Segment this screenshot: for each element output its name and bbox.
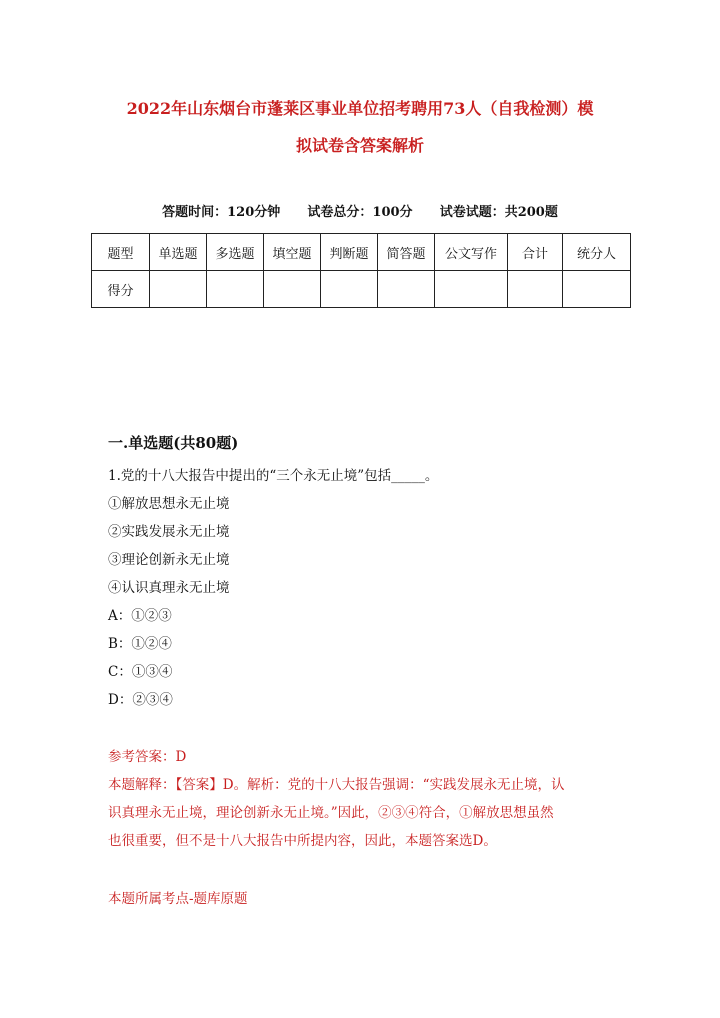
document-title-line-2: 拟试卷含答案解析 (295, 136, 424, 155)
score-table-header: 合计 (508, 234, 563, 271)
section-heading: 一.单选题(共80题) (108, 434, 239, 452)
score-cell (435, 271, 508, 308)
exam-meta (0, 201, 720, 220)
answer-option-d: D：②③④ (108, 692, 173, 708)
question-item: ①解放思想永无止境 (108, 496, 230, 512)
question-stem: 1.党的十八大报告中提出的“三个永无止境”包括_____。 (108, 468, 439, 484)
score-cell (264, 271, 321, 308)
score-table-header: 简答题 (378, 234, 435, 271)
score-cell (378, 271, 435, 308)
score-table-score-row (92, 271, 631, 308)
score-cell (150, 271, 207, 308)
score-table-header: 统分人 (563, 234, 631, 271)
score-table-header: 题型 (92, 234, 150, 271)
question-item: ②实践发展永无止境 (108, 524, 230, 540)
exam-question-count: 试卷试题：共200题 (439, 205, 558, 220)
score-cell (207, 271, 264, 308)
score-cell (321, 271, 378, 308)
score-row-label: 得分 (92, 271, 150, 308)
score-table (91, 233, 631, 308)
answer-option-c: C：①③④ (108, 664, 173, 680)
score-table-header: 填空题 (264, 234, 321, 271)
answer-option-a: A：①②③ (108, 608, 172, 624)
answer-option-b: B：①②④ (108, 636, 172, 652)
score-table-header: 公文写作 (435, 234, 508, 271)
explanation-line: 识真理永无止境，理论创新永无止境。”因此，②③④符合，①解放思想虽然 (108, 805, 554, 821)
score-table-header: 判断题 (321, 234, 378, 271)
question-item: ④认识真理永无止境 (108, 580, 230, 596)
exam-time: 答题时间：120分钟 (162, 205, 281, 220)
score-table-header-row (92, 234, 631, 271)
explanation-line: 本题解释：【答案】D。解析：党的十八大报告强调：“实践发展永无止境，认 (108, 777, 565, 793)
score-cell (508, 271, 563, 308)
reference-answer: 参考答案：D (108, 749, 187, 765)
explanation-line: 也很重要，但不是十八大报告中所提内容，因此，本题答案选D。 (108, 833, 497, 849)
document-title-line-1: 2022年山东烟台市蓬莱区事业单位招考聘用73人（自我检测）模 (126, 99, 594, 118)
score-cell (563, 271, 631, 308)
score-table-header: 多选题 (207, 234, 264, 271)
question-item: ③理论创新永无止境 (108, 552, 230, 568)
score-table-header: 单选题 (150, 234, 207, 271)
topic-note: 本题所属考点-题库原题 (108, 891, 248, 907)
exam-total-score: 试卷总分：100分 (307, 205, 413, 220)
